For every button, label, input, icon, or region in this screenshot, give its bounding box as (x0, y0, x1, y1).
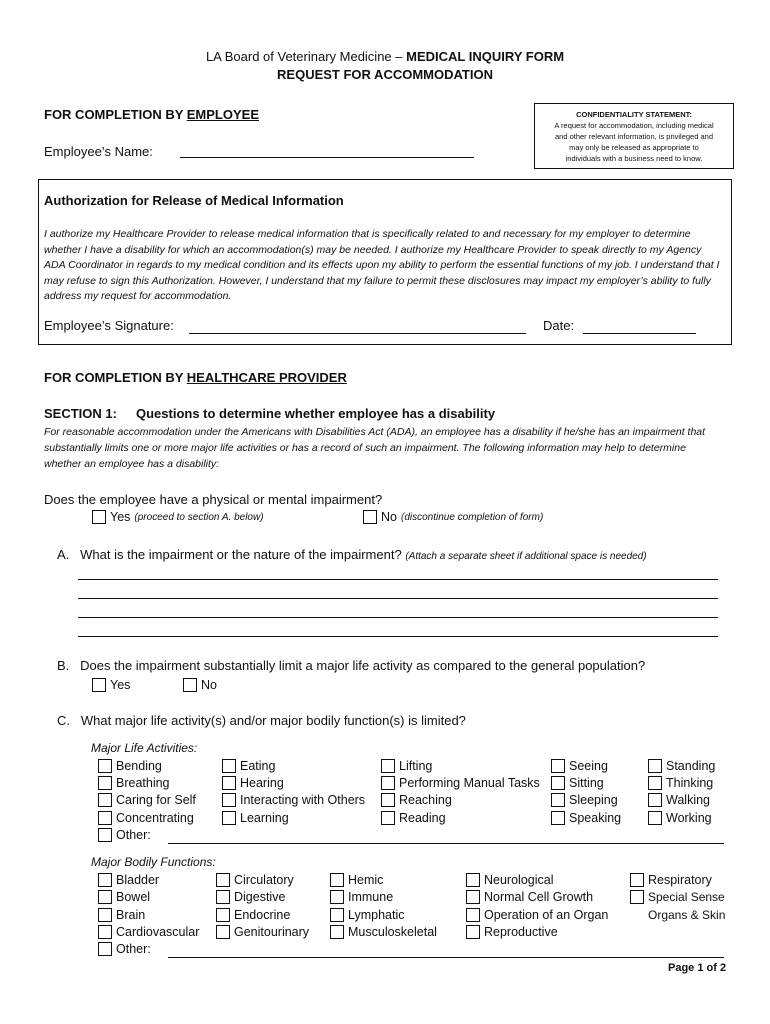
date-label: Date: (543, 318, 575, 333)
bf-label: Immune (348, 890, 394, 904)
bf-option[interactable] (98, 908, 145, 922)
bf-option[interactable] (466, 908, 608, 922)
la-checkbox[interactable] (551, 793, 565, 807)
la-checkbox[interactable] (648, 776, 662, 790)
bf-option[interactable] (630, 873, 712, 887)
bf-label: Reproductive (484, 925, 558, 939)
bf-label: Respiratory (648, 873, 712, 887)
main-no-checkbox[interactable] (363, 510, 377, 524)
bf-checkbox[interactable] (216, 873, 230, 887)
employee-name-label: Employee’s Name: (44, 144, 153, 159)
main-no-option[interactable] (363, 510, 543, 524)
bf-label: Circulatory (234, 873, 294, 887)
la-label: Working (666, 811, 712, 825)
la-option[interactable] (648, 759, 715, 773)
provider-section-heading (44, 370, 347, 385)
bf-checkbox[interactable] (330, 908, 344, 922)
la-label: Breathing (116, 776, 170, 790)
bf-label: Hemic (348, 873, 384, 887)
bf-label: Endocrine (234, 908, 291, 922)
la-checkbox[interactable] (551, 811, 565, 825)
main-yes-label: Yes (110, 510, 131, 524)
b-no-option[interactable] (183, 678, 217, 692)
la-label: Concentrating (116, 811, 194, 825)
heading-underlined: HEALTHCARE PROVIDER (186, 370, 347, 385)
main-no-note: (discontinue completion of form) (400, 511, 544, 523)
la-checkbox[interactable] (551, 759, 565, 773)
b-yes-label: Yes (110, 678, 131, 692)
la-checkbox[interactable] (648, 793, 662, 807)
la-label: Performing Manual Tasks (399, 776, 540, 790)
la-checkbox[interactable] (222, 811, 236, 825)
bf-label: Genitourinary (234, 925, 310, 939)
answer-line[interactable] (78, 617, 718, 618)
la-label: Thinking (666, 776, 714, 790)
la-label: Caring for Self (116, 793, 196, 807)
bf-checkbox[interactable] (98, 942, 112, 956)
employee-name-field[interactable] (180, 157, 474, 158)
bf-checkbox[interactable] (466, 890, 480, 904)
la-option[interactable] (648, 793, 710, 807)
question-c-text: What major life activity(s) and/or major bodily function(s) is limited? (80, 713, 466, 728)
la-other-label: Other: (116, 828, 151, 842)
la-option[interactable] (98, 811, 194, 825)
bf-option[interactable] (330, 925, 437, 939)
bf-other-label: Other: (116, 942, 151, 956)
question-c-letter: C. (57, 713, 70, 728)
bf-checkbox[interactable] (330, 873, 344, 887)
la-other-field[interactable] (168, 843, 724, 844)
question-a-text: What is the impairment or the nature of the impairment? (80, 547, 402, 562)
la-label: Lifting (399, 759, 433, 773)
b-yes-option[interactable] (92, 678, 130, 692)
bf-label: Brain (116, 908, 146, 922)
main-yes-checkbox[interactable] (92, 510, 106, 524)
question-a (57, 547, 647, 562)
la-label: Eating (240, 759, 276, 773)
bf-label: Musculoskeletal (348, 925, 437, 939)
bf-checkbox[interactable] (98, 873, 112, 887)
section1-description: For reasonable accommodation under the Americans with Disabilities Act (ADA), an employee has a disability if he/she has an impairment that substantially limits one or more major life activities or has a record of such an impairment. The following information may help to determine whether an employee has a disability: (44, 426, 706, 470)
bf-option[interactable] (330, 890, 393, 904)
form-title: MEDICAL INQUIRY FORM (406, 49, 565, 64)
bf-other-field[interactable] (168, 957, 724, 958)
bf-checkbox[interactable] (466, 908, 480, 922)
la-option[interactable] (381, 793, 452, 807)
question-c (57, 713, 466, 728)
la-label: Hearing (240, 776, 284, 790)
date-field[interactable] (583, 333, 696, 334)
la-option[interactable] (222, 793, 365, 807)
form-title-block (0, 48, 770, 84)
la-checkbox[interactable] (222, 793, 236, 807)
la-option[interactable] (551, 793, 618, 807)
page-number: Page 1 of 2 (668, 962, 727, 974)
bf-option[interactable] (98, 873, 159, 887)
bf-label: Digestive (234, 890, 286, 904)
bf-checkbox[interactable] (216, 925, 230, 939)
confidentiality-line: individuals with a business need to know. (565, 154, 703, 163)
la-other-option[interactable] (98, 828, 151, 842)
la-checkbox[interactable] (381, 793, 395, 807)
la-checkbox[interactable] (648, 811, 662, 825)
question-b (57, 658, 645, 673)
confidentiality-line: and other relevant information, is privileged and (554, 132, 713, 141)
bf-checkbox[interactable] (98, 908, 112, 922)
la-option[interactable] (551, 759, 608, 773)
b-yes-checkbox[interactable] (92, 678, 106, 692)
employee-section-heading (44, 107, 259, 122)
bf-option[interactable] (98, 925, 199, 939)
signature-field[interactable] (189, 333, 526, 334)
bf-label: Bladder (116, 873, 160, 887)
heading-underlined: EMPLOYEE (186, 107, 260, 122)
bf-label: Special Sense (648, 890, 725, 904)
bf-label: Bowel (116, 890, 151, 904)
confidentiality-line: A request for accommodation, including medical (554, 121, 714, 130)
la-option[interactable] (648, 811, 712, 825)
confidentiality-line: may only be released as appropriate to (569, 143, 699, 152)
la-checkbox[interactable] (98, 828, 112, 842)
heading-prefix: FOR COMPLETION BY (44, 107, 187, 122)
la-option[interactable] (222, 759, 275, 773)
la-option[interactable] (98, 776, 170, 790)
main-yes-option[interactable] (92, 510, 264, 524)
la-checkbox[interactable] (98, 793, 112, 807)
la-checkbox[interactable] (222, 759, 236, 773)
bf-label: Cardiovascular (116, 925, 200, 939)
la-option[interactable] (648, 776, 713, 790)
bf-checkbox[interactable] (630, 890, 644, 904)
la-option[interactable] (381, 759, 432, 773)
la-label: Reaching (399, 793, 452, 807)
la-checkbox[interactable] (648, 759, 662, 773)
bf-checkbox[interactable] (466, 925, 480, 939)
section1-label: SECTION 1: (44, 406, 117, 421)
bf-label: Lymphatic (348, 908, 405, 922)
answer-line[interactable] (78, 579, 718, 580)
bf-option[interactable] (630, 890, 725, 904)
answer-line[interactable] (78, 636, 718, 637)
main-no-label: No (381, 510, 397, 524)
la-label: Sleeping (569, 793, 618, 807)
bf-checkbox[interactable] (98, 925, 112, 939)
la-checkbox[interactable] (381, 811, 395, 825)
la-option[interactable] (381, 811, 446, 825)
bf-option[interactable] (216, 908, 290, 922)
bf-option[interactable] (216, 890, 285, 904)
question-a-note: (Attach a separate sheet if additional space is needed) (405, 551, 647, 562)
b-no-checkbox[interactable] (183, 678, 197, 692)
authorization-text: I authorize my Healthcare Provider to release medical information that is specifically related to and necessary for my employer to determine whether I have a disability for which an accommodation(s) may be needed. I authorize my Healthcare Provider to speak directly to my Agency ADA Coordinator in regards to my medical condition and its effects upon my ability to perform the essential functions of my job. I understand that I may refuse to sign this Authorization. However, I understand that my failure to permit these disclosures may impact my employer’s ability to fully address my request for accommodation. (44, 228, 720, 303)
la-label: Interacting with Others (240, 793, 366, 807)
la-option[interactable] (98, 759, 162, 773)
la-label: Reading (399, 811, 446, 825)
question-a-letter: A. (57, 547, 70, 562)
heading-prefix: FOR COMPLETION BY (44, 370, 187, 385)
bf-option[interactable] (330, 873, 383, 887)
la-option[interactable] (551, 811, 621, 825)
bf-option[interactable] (98, 890, 150, 904)
la-option[interactable] (381, 776, 540, 790)
bodily-functions-heading: Major Bodily Functions: (91, 855, 216, 869)
la-option[interactable] (98, 793, 196, 807)
bf-option[interactable] (466, 873, 553, 887)
la-label: Bending (116, 759, 162, 773)
bf-label: Operation of an Organ (484, 908, 609, 922)
question-b-text: Does the impairment substantially limit a major life activity as compared to the general population? (80, 658, 646, 673)
question-b-letter: B. (57, 658, 70, 673)
org-name: LA Board of Veterinary Medicine – (205, 49, 407, 64)
authorization-heading: Authorization for Release of Medical Information (44, 193, 344, 208)
b-no-label: No (201, 678, 217, 692)
la-checkbox[interactable] (381, 759, 395, 773)
bf-label: Neurological (484, 873, 554, 887)
bf-checkbox[interactable] (216, 908, 230, 922)
bf-option[interactable] (216, 925, 309, 939)
answer-line[interactable] (78, 598, 718, 599)
la-label: Learning (240, 811, 289, 825)
confidentiality-statement (534, 103, 734, 169)
main-yes-note: (proceed to section A. below) (134, 511, 264, 523)
la-label: Speaking (569, 811, 622, 825)
bf-checkbox[interactable] (466, 873, 480, 887)
la-option[interactable] (222, 811, 289, 825)
main-question: Does the employee have a physical or mental impairment? (44, 492, 383, 507)
la-label: Walking (666, 793, 710, 807)
life-activities-heading: Major Life Activities: (91, 741, 198, 755)
la-label: Sitting (569, 776, 604, 790)
bf-checkbox[interactable] (216, 890, 230, 904)
bf-option[interactable] (216, 873, 294, 887)
bf-checkbox[interactable] (330, 890, 344, 904)
la-checkbox[interactable] (551, 776, 565, 790)
confidentiality-title: CONFIDENTIALITY STATEMENT: (576, 110, 692, 119)
form-subtitle: REQUEST FOR ACCOMMODATION (277, 67, 493, 82)
section1-title: Questions to determine whether employee has a disability (136, 406, 496, 421)
bf-option[interactable] (466, 925, 558, 939)
bf-label: Normal Cell Growth (484, 890, 594, 904)
bf-checkbox[interactable] (330, 925, 344, 939)
bf-option[interactable] (330, 908, 405, 922)
bf-label-continued: Organs & Skin (648, 908, 726, 922)
la-checkbox[interactable] (98, 811, 112, 825)
bf-other-option[interactable] (98, 942, 151, 956)
la-checkbox[interactable] (381, 776, 395, 790)
la-checkbox[interactable] (98, 759, 112, 773)
bf-checkbox[interactable] (98, 890, 112, 904)
bf-option[interactable] (466, 890, 593, 904)
la-option[interactable] (551, 776, 604, 790)
la-checkbox[interactable] (98, 776, 112, 790)
la-checkbox[interactable] (222, 776, 236, 790)
la-label: Seeing (569, 759, 608, 773)
bf-checkbox[interactable] (630, 873, 644, 887)
la-option[interactable] (222, 776, 284, 790)
la-label: Standing (666, 759, 716, 773)
signature-label: Employee’s Signature: (44, 318, 174, 333)
